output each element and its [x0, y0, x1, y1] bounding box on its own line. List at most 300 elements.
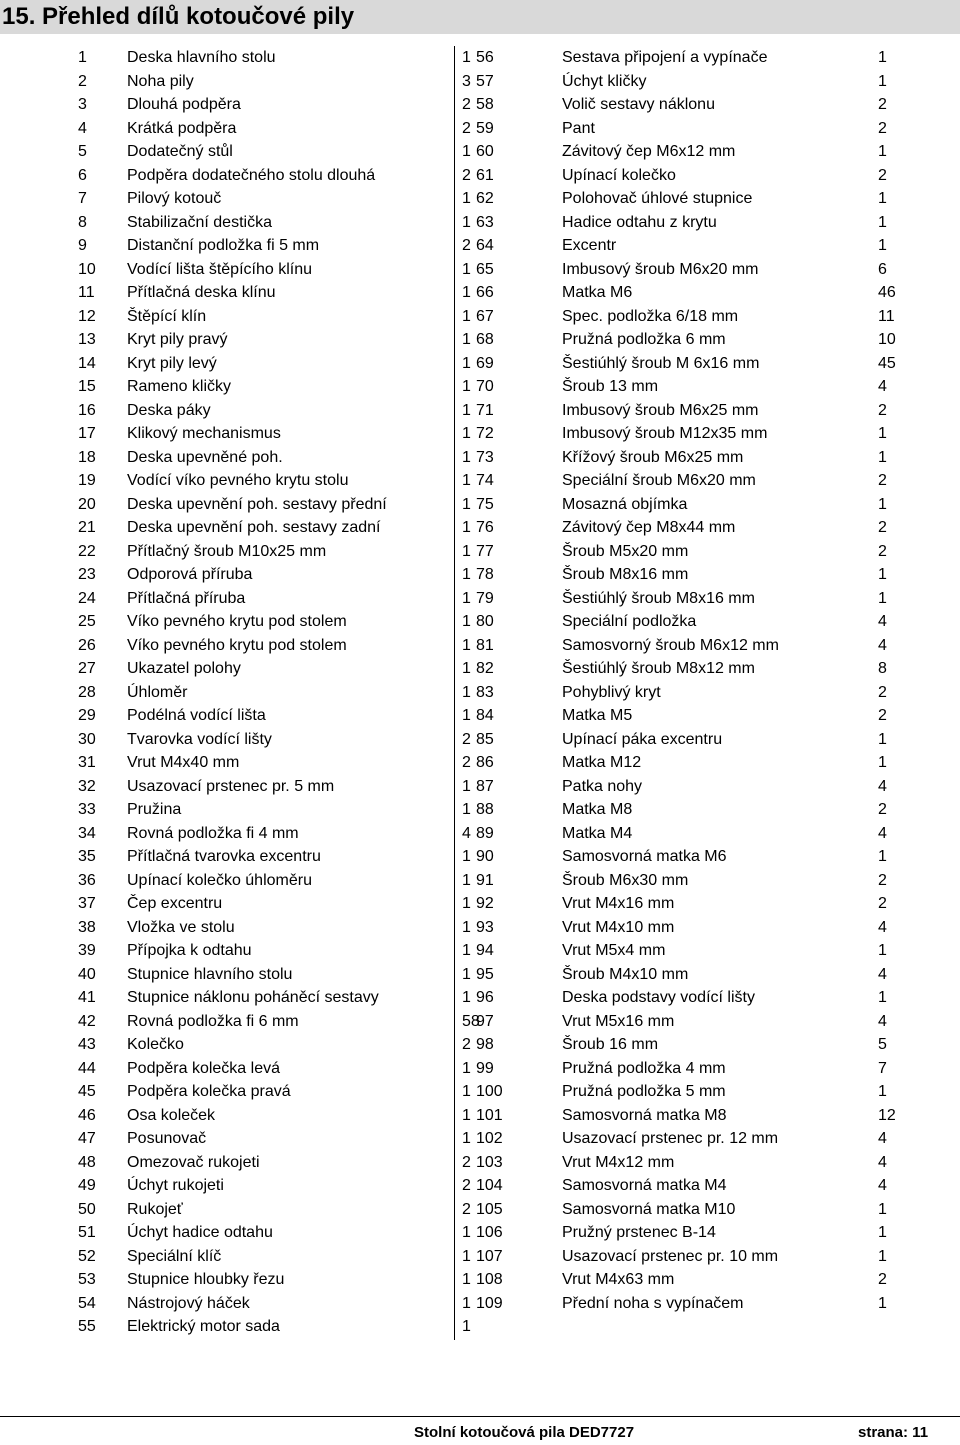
part-number: 23	[78, 566, 96, 583]
part-number: 85	[476, 730, 494, 748]
part-quantity: 1	[462, 1224, 471, 1241]
part-name: Pohyblivý kryt	[562, 683, 661, 701]
part-number: 5	[78, 143, 87, 160]
part-quantity: 4	[878, 613, 887, 630]
part-number: 56	[476, 49, 494, 66]
table-row	[0, 869, 960, 893]
table-row	[0, 728, 960, 752]
part-name: Rukojeť	[127, 1200, 183, 1218]
part-quantity: 4	[878, 918, 887, 936]
part-number: 102	[476, 1130, 503, 1147]
part-number: 54	[78, 1294, 96, 1312]
table-row	[0, 1174, 960, 1198]
part-name: Elektrický motor sada	[127, 1318, 280, 1335]
part-name: Kryt pily pravý	[127, 331, 228, 348]
part-number: 28	[78, 683, 96, 701]
part-quantity: 1	[878, 730, 887, 748]
part-number: 10	[78, 260, 96, 278]
part-name: Stupnice hlavního stolu	[127, 965, 293, 983]
part-name: Usazovací prstenec pr. 5 mm	[127, 777, 335, 795]
part-name: Deska páky	[127, 401, 211, 419]
table-row	[0, 563, 960, 587]
footer-title: Stolní kotoučová pila DED7727	[414, 1424, 635, 1441]
part-quantity: 2	[878, 683, 887, 701]
part-name: Dlouhá podpěra	[127, 96, 241, 113]
table-row	[0, 681, 960, 705]
part-quantity: 4	[878, 1012, 887, 1030]
part-quantity: 1	[878, 425, 887, 442]
part-quantity: 45	[878, 354, 896, 372]
table-row	[0, 916, 960, 940]
part-quantity: 1	[462, 284, 471, 301]
part-number: 24	[78, 589, 96, 607]
part-quantity: 2	[462, 754, 471, 771]
part-name: Distanční podložka fi 5 mm	[127, 237, 320, 254]
part-number: 22	[78, 542, 96, 560]
part-quantity: 1	[878, 49, 887, 66]
part-number: 8	[78, 213, 87, 231]
part-name: Stupnice hloubky řezu	[127, 1271, 285, 1288]
table-row	[0, 1221, 960, 1245]
part-quantity: 1	[462, 425, 471, 442]
part-name: Rovná podložka fi 6 mm	[127, 1012, 299, 1030]
part-name: Pružina	[127, 801, 182, 818]
part-name: Šroub M5x20 mm	[562, 542, 689, 560]
part-number: 93	[476, 918, 494, 936]
part-number: 74	[476, 472, 494, 489]
table-row	[0, 493, 960, 517]
part-quantity: 1	[878, 589, 887, 607]
part-name: Kryt pily levý	[127, 354, 217, 372]
part-name: Šestiúhlý šroub M 6x16 mm	[562, 354, 760, 372]
part-quantity: 1	[462, 542, 471, 560]
part-name: Imbusový šroub M6x25 mm	[562, 401, 759, 419]
part-number: 69	[476, 354, 494, 372]
part-quantity: 2	[878, 895, 887, 912]
part-number: 11	[78, 284, 95, 301]
table-row	[0, 610, 960, 634]
part-number: 30	[78, 730, 96, 748]
part-name: Speciální šroub M6x20 mm	[562, 472, 756, 489]
part-quantity: 2	[462, 1200, 471, 1218]
part-number: 83	[476, 683, 494, 701]
table-row	[0, 845, 960, 869]
table-row	[0, 446, 960, 470]
part-name: Podélná vodící lišta	[127, 707, 266, 724]
page-title: 15. Přehled dílů kotoučové pily	[0, 0, 960, 34]
part-quantity: 1	[462, 1059, 471, 1077]
part-quantity: 1	[878, 1083, 887, 1100]
part-name: Úhloměr	[127, 683, 188, 701]
part-number: 49	[78, 1177, 96, 1194]
part-name: Mosazná objímka	[562, 495, 688, 513]
part-name: Imbusový šroub M6x20 mm	[562, 260, 759, 278]
part-number: 47	[78, 1130, 96, 1147]
part-number: 87	[476, 777, 494, 795]
part-number: 32	[78, 777, 96, 795]
table-row	[0, 93, 960, 117]
part-number: 58	[476, 96, 494, 113]
part-number: 42	[78, 1012, 96, 1030]
part-quantity: 1	[462, 613, 471, 630]
part-name: Osa koleček	[127, 1106, 216, 1124]
part-quantity: 1	[462, 1318, 471, 1335]
part-quantity: 1	[462, 1271, 471, 1288]
part-number: 101	[476, 1106, 503, 1124]
table-row	[0, 1151, 960, 1175]
part-name: Víko pevného krytu pod stolem	[127, 636, 347, 654]
part-quantity: 1	[462, 1247, 471, 1265]
table-row	[0, 399, 960, 423]
part-number: 65	[476, 260, 494, 278]
table-row	[0, 986, 960, 1010]
part-name: Matka M4	[562, 824, 633, 842]
part-name: Podpěra kolečka levá	[127, 1059, 280, 1077]
table-row	[0, 939, 960, 963]
table-row	[0, 211, 960, 235]
part-number: 15	[78, 378, 96, 395]
part-number: 105	[476, 1200, 503, 1218]
part-quantity: 1	[462, 918, 471, 936]
part-name: Vrut M4x12 mm	[562, 1153, 675, 1171]
part-quantity: 2	[878, 401, 887, 419]
part-name: Úchyt kličky	[562, 72, 647, 90]
part-name: Samosvorná matka M4	[562, 1177, 727, 1194]
part-name: Vrut M4x40 mm	[127, 754, 240, 771]
part-name: Přítlačná deska klínu	[127, 284, 276, 301]
table-row	[0, 1104, 960, 1128]
part-name: Křížový šroub M6x25 mm	[562, 448, 744, 466]
part-number: 73	[476, 448, 494, 466]
part-number: 53	[78, 1271, 96, 1288]
part-number: 7	[78, 190, 87, 207]
part-name: Tvarovka vodící lišty	[127, 730, 272, 748]
part-name: Usazovací prstenec pr. 12 mm	[562, 1130, 779, 1147]
table-row	[0, 1245, 960, 1269]
part-name: Klikový mechanismus	[127, 425, 281, 442]
part-quantity: 58	[462, 1012, 480, 1030]
part-quantity: 1	[878, 495, 887, 513]
part-quantity: 1	[462, 801, 471, 818]
part-name: Přípojka k odtahu	[127, 942, 252, 959]
part-quantity: 1	[462, 495, 471, 513]
part-quantity: 1	[462, 660, 471, 677]
part-quantity: 1	[462, 143, 471, 160]
part-quantity: 2	[462, 166, 471, 184]
part-number: 51	[78, 1224, 96, 1241]
part-quantity: 6	[878, 260, 887, 278]
part-number: 79	[476, 589, 494, 607]
part-quantity: 1	[878, 754, 887, 771]
part-name: Přítlačná příruba	[127, 589, 246, 607]
part-name: Šroub 13 mm	[562, 378, 659, 395]
part-quantity: 1	[462, 1294, 471, 1312]
part-number: 97	[476, 1012, 494, 1030]
table-row	[0, 422, 960, 446]
part-quantity: 1	[462, 448, 471, 466]
table-row	[0, 234, 960, 258]
part-number: 16	[78, 401, 96, 419]
part-number: 80	[476, 613, 494, 630]
part-number: 103	[476, 1153, 503, 1171]
part-quantity: 1	[462, 848, 471, 865]
part-quantity: 1	[462, 589, 471, 607]
part-name: Šroub 16 mm	[562, 1036, 659, 1053]
part-number: 33	[78, 801, 96, 818]
part-number: 99	[476, 1059, 494, 1077]
part-number: 45	[78, 1083, 96, 1100]
part-number: 68	[476, 331, 494, 348]
part-quantity: 1	[462, 871, 471, 889]
part-number: 60	[476, 143, 494, 160]
part-name: Pružná podložka 5 mm	[562, 1083, 726, 1100]
part-name: Nástrojový háček	[127, 1294, 250, 1312]
part-name: Polohovač úhlové stupnice	[562, 190, 753, 207]
table-row	[0, 1057, 960, 1081]
table-row	[0, 1198, 960, 1222]
part-name: Podpěra kolečka pravá	[127, 1083, 291, 1100]
part-number: 38	[78, 918, 96, 936]
part-quantity: 1	[878, 237, 887, 254]
part-name: Excentr	[562, 237, 617, 254]
part-number: 92	[476, 895, 494, 912]
part-name: Vodící lišta štěpícího klínu	[127, 260, 312, 278]
part-number: 12	[78, 307, 96, 325]
part-quantity: 1	[878, 72, 887, 90]
part-number: 19	[78, 472, 96, 489]
part-quantity: 1	[462, 989, 471, 1006]
part-quantity: 10	[878, 331, 896, 348]
table-row	[0, 1080, 960, 1104]
table-row	[0, 822, 960, 846]
part-number: 1	[78, 49, 87, 66]
page-number: strana: 11	[858, 1424, 929, 1441]
part-quantity: 4	[878, 636, 887, 654]
part-name: Dodatečný stůl	[127, 143, 233, 160]
part-name: Kolečko	[127, 1036, 184, 1053]
part-quantity: 3	[462, 72, 471, 90]
part-name: Vrut M4x16 mm	[562, 895, 675, 912]
part-quantity: 2	[878, 519, 887, 536]
part-quantity: 1	[462, 213, 471, 231]
table-row	[0, 1292, 960, 1316]
table-row	[0, 775, 960, 799]
part-quantity: 1	[462, 190, 471, 207]
part-number: 25	[78, 613, 96, 630]
part-number: 75	[476, 495, 494, 513]
table-row	[0, 164, 960, 188]
part-name: Šestiúhlý šroub M8x12 mm	[562, 660, 755, 677]
part-number: 36	[78, 871, 96, 889]
part-quantity: 1	[462, 354, 471, 372]
part-quantity: 2	[878, 542, 887, 560]
part-name: Rovná podložka fi 4 mm	[127, 824, 299, 842]
part-name: Stupnice náklonu poháněcí sestavy	[127, 989, 379, 1006]
part-name: Matka M12	[562, 754, 642, 771]
part-name: Čep excentru	[127, 895, 223, 912]
table-row	[0, 1127, 960, 1151]
table-row	[0, 117, 960, 141]
part-name: Šroub M8x16 mm	[562, 566, 689, 583]
part-quantity: 1	[462, 1083, 471, 1100]
part-name: Vrut M4x10 mm	[562, 918, 675, 936]
part-number: 35	[78, 848, 96, 865]
part-name: Posunovač	[127, 1130, 207, 1147]
part-quantity: 1	[462, 378, 471, 395]
part-name: Matka M8	[562, 801, 633, 818]
part-number: 21	[78, 519, 96, 536]
part-quantity: 2	[878, 871, 887, 889]
part-quantity: 1	[878, 566, 887, 583]
part-name: Hadice odtahu z krytu	[562, 213, 717, 231]
part-name: Šroub M6x30 mm	[562, 871, 689, 889]
part-number: 44	[78, 1059, 96, 1077]
table-row	[0, 1033, 960, 1057]
part-name: Speciální podložka	[562, 613, 697, 630]
table-row	[0, 963, 960, 987]
footer	[0, 1422, 960, 1444]
table-row	[0, 798, 960, 822]
part-name: Upínací kolečko úhloměru	[127, 871, 312, 889]
part-quantity: 1	[462, 1106, 471, 1124]
part-quantity: 4	[878, 1153, 887, 1171]
table-row	[0, 281, 960, 305]
part-name: Upínací kolečko	[562, 166, 676, 184]
part-number: 91	[476, 871, 494, 889]
part-quantity: 1	[878, 989, 887, 1006]
part-name: Deska upevnění poh. sestavy zadní	[127, 519, 381, 536]
part-name: Deska podstavy vodící lišty	[562, 989, 755, 1006]
part-name: Vrut M5x4 mm	[562, 942, 666, 959]
part-quantity: 1	[462, 519, 471, 536]
part-quantity: 4	[878, 777, 887, 795]
part-number: 100	[476, 1083, 503, 1100]
parts-table	[0, 46, 960, 1339]
table-row	[0, 1315, 960, 1339]
part-number: 9	[78, 237, 87, 254]
table-row	[0, 540, 960, 564]
part-quantity: 1	[462, 472, 471, 489]
part-name: Pružná podložka 4 mm	[562, 1059, 726, 1077]
part-number: 20	[78, 495, 96, 513]
part-name: Samosvorný šroub M6x12 mm	[562, 636, 779, 654]
part-number: 55	[78, 1318, 96, 1335]
part-number: 4	[78, 119, 87, 137]
part-quantity: 2	[462, 1177, 471, 1194]
part-name: Šestiúhlý šroub M8x16 mm	[562, 589, 755, 607]
part-quantity: 2	[462, 119, 471, 137]
part-quantity: 8	[878, 660, 887, 677]
part-quantity: 1	[462, 401, 471, 419]
part-number: 27	[78, 660, 96, 677]
part-name: Stabilizační destička	[127, 213, 272, 231]
part-number: 50	[78, 1200, 96, 1218]
part-number: 14	[78, 354, 96, 372]
part-quantity: 2	[878, 801, 887, 818]
part-number: 40	[78, 965, 96, 983]
part-quantity: 2	[878, 119, 887, 137]
part-quantity: 4	[878, 824, 887, 842]
part-name: Noha pily	[127, 72, 194, 90]
part-number: 82	[476, 660, 494, 677]
part-number: 18	[78, 448, 96, 466]
part-name: Ukazatel polohy	[127, 660, 241, 677]
part-quantity: 2	[462, 96, 471, 113]
part-name: Samosvorná matka M6	[562, 848, 727, 865]
part-number: 109	[476, 1294, 503, 1312]
part-name: Samosvorná matka M8	[562, 1106, 727, 1124]
part-quantity: 5	[878, 1036, 887, 1053]
part-number: 46	[78, 1106, 96, 1124]
part-number: 41	[78, 989, 96, 1006]
part-name: Volič sestavy náklonu	[562, 96, 715, 113]
part-name: Šroub M4x10 mm	[562, 965, 689, 983]
part-name: Deska upevněné poh.	[127, 448, 283, 466]
part-name: Speciální klíč	[127, 1247, 222, 1265]
part-quantity: 1	[878, 1224, 887, 1241]
table-row	[0, 1010, 960, 1034]
part-number: 95	[476, 965, 494, 983]
part-quantity: 1	[878, 448, 887, 466]
table-row	[0, 587, 960, 611]
part-name: Patka nohy	[562, 777, 643, 795]
part-quantity: 12	[878, 1106, 896, 1124]
part-name: Upínací páka excentru	[562, 730, 723, 748]
part-quantity: 1	[462, 965, 471, 983]
part-number: 66	[476, 284, 494, 301]
part-number: 62	[476, 190, 494, 207]
part-number: 77	[476, 542, 494, 560]
part-quantity: 1	[462, 331, 471, 348]
part-number: 78	[476, 566, 494, 583]
table-row	[0, 375, 960, 399]
part-number: 98	[476, 1036, 494, 1053]
part-quantity: 4	[878, 378, 887, 395]
part-quantity: 1	[878, 848, 887, 865]
part-number: 76	[476, 519, 494, 536]
part-number: 70	[476, 378, 494, 395]
part-name: Vložka ve stolu	[127, 918, 235, 936]
part-number: 29	[78, 707, 96, 724]
part-quantity: 1	[462, 307, 471, 325]
part-quantity: 1	[462, 260, 471, 278]
part-quantity: 1	[462, 1130, 471, 1147]
part-number: 108	[476, 1271, 503, 1288]
part-name: Přítlačná tvarovka excentru	[127, 848, 321, 865]
table-row	[0, 352, 960, 376]
part-number: 39	[78, 942, 96, 959]
part-quantity: 1	[462, 636, 471, 654]
part-number: 61	[476, 166, 494, 184]
part-number: 88	[476, 801, 494, 818]
table-row	[0, 516, 960, 540]
part-quantity: 4	[462, 824, 471, 842]
part-quantity: 1	[878, 942, 887, 959]
part-number: 17	[78, 425, 96, 442]
part-quantity: 1	[462, 777, 471, 795]
part-number: 84	[476, 707, 494, 724]
part-name: Imbusový šroub M12x35 mm	[562, 425, 768, 442]
part-number: 104	[476, 1177, 503, 1194]
part-quantity: 1	[462, 566, 471, 583]
part-name: Samosvorná matka M10	[562, 1200, 736, 1218]
part-name: Odporová příruba	[127, 566, 253, 583]
part-number: 107	[476, 1247, 503, 1265]
part-name: Závitový čep M8x44 mm	[562, 519, 736, 536]
part-name: Matka M6	[562, 284, 633, 301]
part-quantity: 2	[462, 730, 471, 748]
part-quantity: 2	[462, 237, 471, 254]
